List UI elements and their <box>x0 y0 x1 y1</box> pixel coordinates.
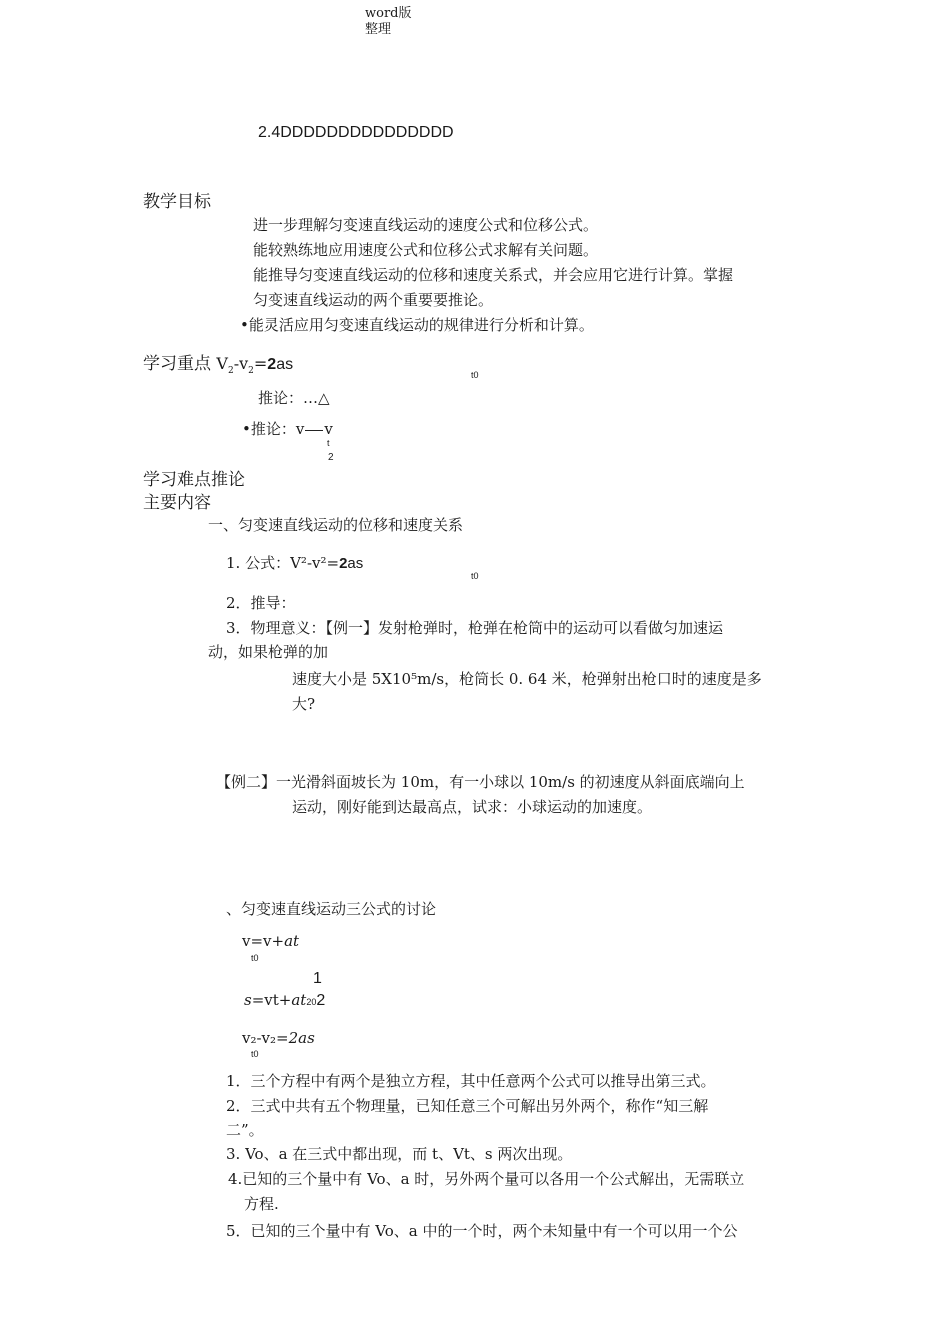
formula-displacement: s=vt+at202 <box>244 991 326 1009</box>
discussion-point-1: 1．三个方程中有两个是独立方程，其中任意两个公式可以推导出第三式。 <box>226 1072 716 1090</box>
inference-2: •推论：v v <box>242 420 333 438</box>
section-1-formula-subscript: t0 <box>471 571 479 581</box>
discussion-point-3: 3. Vo、a 在三式中都出现，而 t、Vt、s 两次出现。 <box>226 1145 573 1163</box>
fraction-bar <box>305 430 323 431</box>
formula-displacement-numerator: 1 <box>313 970 322 987</box>
objective-item-2: 能较熟练地应用速度公式和位移公式求解有关问题。 <box>253 241 599 259</box>
section-1-heading: 一、匀变速直线运动的位移和速度关系 <box>208 516 464 534</box>
formula-velocity-displacement: v₂-v₂=2as <box>242 1029 315 1047</box>
key-point-subscript: t0 <box>471 370 479 380</box>
objective-item-3: 能推导匀变速直线运动的位移和速度关系式，并会应用它进行计算。掌握 <box>253 266 734 284</box>
objective-item-1: 进一步理解匀变速直线运动的速度公式和位移公式。 <box>253 216 599 234</box>
section-1-example1-line3: 速度大小是 5X10⁵m/s，枪筒长 0. 64 米，枪弹射出枪口时的速度是多 <box>292 670 762 688</box>
example-2-line2: 运动，刚好能到达最高点，试求：小球运动的加速度。 <box>292 798 653 816</box>
objective-item-4: 匀变速直线运动的两个重要要推论。 <box>253 291 494 309</box>
discussion-point-2-cont: 二”。 <box>226 1121 264 1139</box>
section-1-example1-line4: 大? <box>292 695 316 713</box>
inference-2-denominator: 2 <box>328 452 334 463</box>
formula-velocity: v=v+at <box>242 932 300 950</box>
discussion-point-4-cont: 方程. <box>244 1195 279 1213</box>
objective-item-5: •能灵活应用匀变速直线运动的规律进行分析和计算。 <box>240 316 594 334</box>
page-title: 2.4DDDDDDDDDDDDDDD <box>258 124 454 141</box>
difficulty-heading: 学习难点推论 <box>143 470 245 490</box>
section-1-example1-line1: 3．物理意义：【例一】发射枪弹时，枪弹在枪筒中的运动可以看做匀加速运 <box>226 619 724 637</box>
inference-1: 推论：…△ <box>258 389 330 407</box>
inference-2-sub-t: t <box>327 438 330 448</box>
discussion-point-2: 2．三式中共有五个物理量，已知任意三个可解出另外两个，称作“知三解 <box>226 1097 709 1115</box>
section-1-formula: 1. 公式：V²-v²=2as <box>226 554 364 572</box>
section-1-example1-line2: 动，如果枪弹的加 <box>208 643 329 661</box>
header-line-1: word版 <box>365 6 412 21</box>
discussion-point-5: 5．已知的三个量中有 Vo、a 中的一个时，两个未知量中有一个可以用一个公 <box>226 1222 738 1240</box>
key-point-formula: $V_2-v_2=2as$ <box>216 354 294 377</box>
key-point-label: 学习重点 <box>143 354 211 374</box>
section-1-derivation: 2．推导： <box>226 594 296 612</box>
objectives-heading: 教学目标 <box>143 192 211 212</box>
section-2-heading: 、匀变速直线运动三公式的讨论 <box>226 900 437 918</box>
formula-velocity-displacement-subscript: t0 <box>251 1049 259 1059</box>
key-point-line <box>143 349 293 376</box>
discussion-point-4: 4.已知的三个量中有 Vo、a 时，另外两个量可以各用一个公式解出，无需联立 <box>228 1170 745 1188</box>
header-line-2: 整理 <box>365 22 392 37</box>
main-content-heading: 主要内容 <box>143 493 211 513</box>
formula-velocity-subscript: t0 <box>251 953 259 963</box>
example-2-line1: 【例二】一光滑斜面坡长为 10m，有一小球以 10m/s 的初速度从斜面底端向上 <box>216 773 745 791</box>
